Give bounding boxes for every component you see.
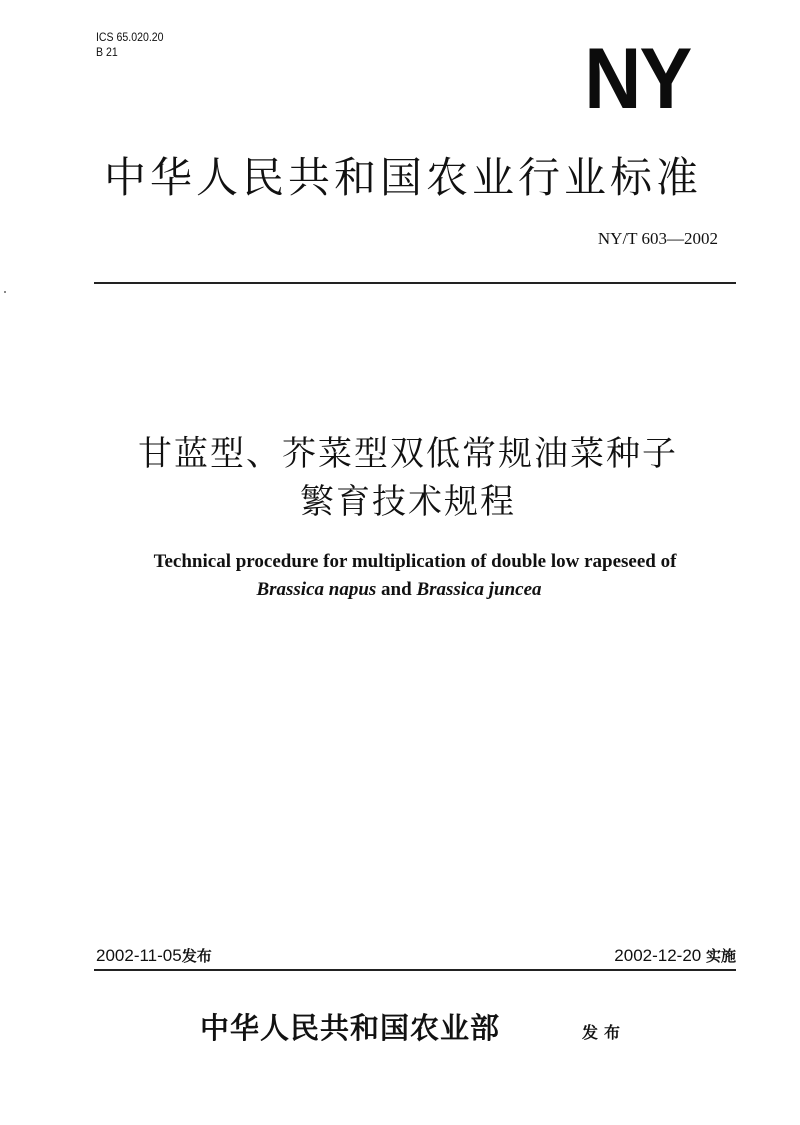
english-title-line-2 bbox=[0, 577, 800, 603]
species-brassica-juncea: Brassica juncea bbox=[416, 579, 542, 600]
implement-label: 实施 bbox=[705, 947, 736, 965]
species-conjunction: and bbox=[381, 579, 412, 600]
english-title-line-1: Technical procedure for multiplication of double low rapeseed of bbox=[153, 551, 677, 572]
chinese-title-line-1: 甘蓝型、芥菜型双低常规油菜种子 bbox=[138, 434, 678, 474]
top-divider bbox=[94, 282, 736, 284]
ccs-code: B 21 bbox=[96, 45, 118, 59]
issuing-authority: 中华人民共和国农业部 bbox=[200, 1011, 501, 1045]
ics-code: ICS 65.020.20 bbox=[96, 30, 164, 44]
implement-date: 2002-12-20 bbox=[614, 946, 702, 965]
issue-date-block bbox=[96, 945, 212, 967]
species-brassica-napus: Brassica napus bbox=[256, 579, 377, 600]
standard-category-title: 中华人民共和国农业行业标准 bbox=[104, 153, 703, 202]
chinese-title-line-2: 繁育技术规程 bbox=[300, 482, 516, 522]
classification-codes bbox=[96, 30, 164, 60]
ny-logo: NY bbox=[583, 31, 690, 127]
issuer-label: 发布 bbox=[582, 1023, 627, 1042]
scan-mark bbox=[4, 291, 6, 293]
bottom-divider bbox=[94, 969, 736, 971]
issue-date: 2002-11-05 bbox=[96, 946, 182, 965]
implement-date-block bbox=[614, 945, 736, 967]
issue-label: 发布 bbox=[181, 947, 212, 965]
standard-code: NY/T 603—2002 bbox=[597, 229, 718, 248]
